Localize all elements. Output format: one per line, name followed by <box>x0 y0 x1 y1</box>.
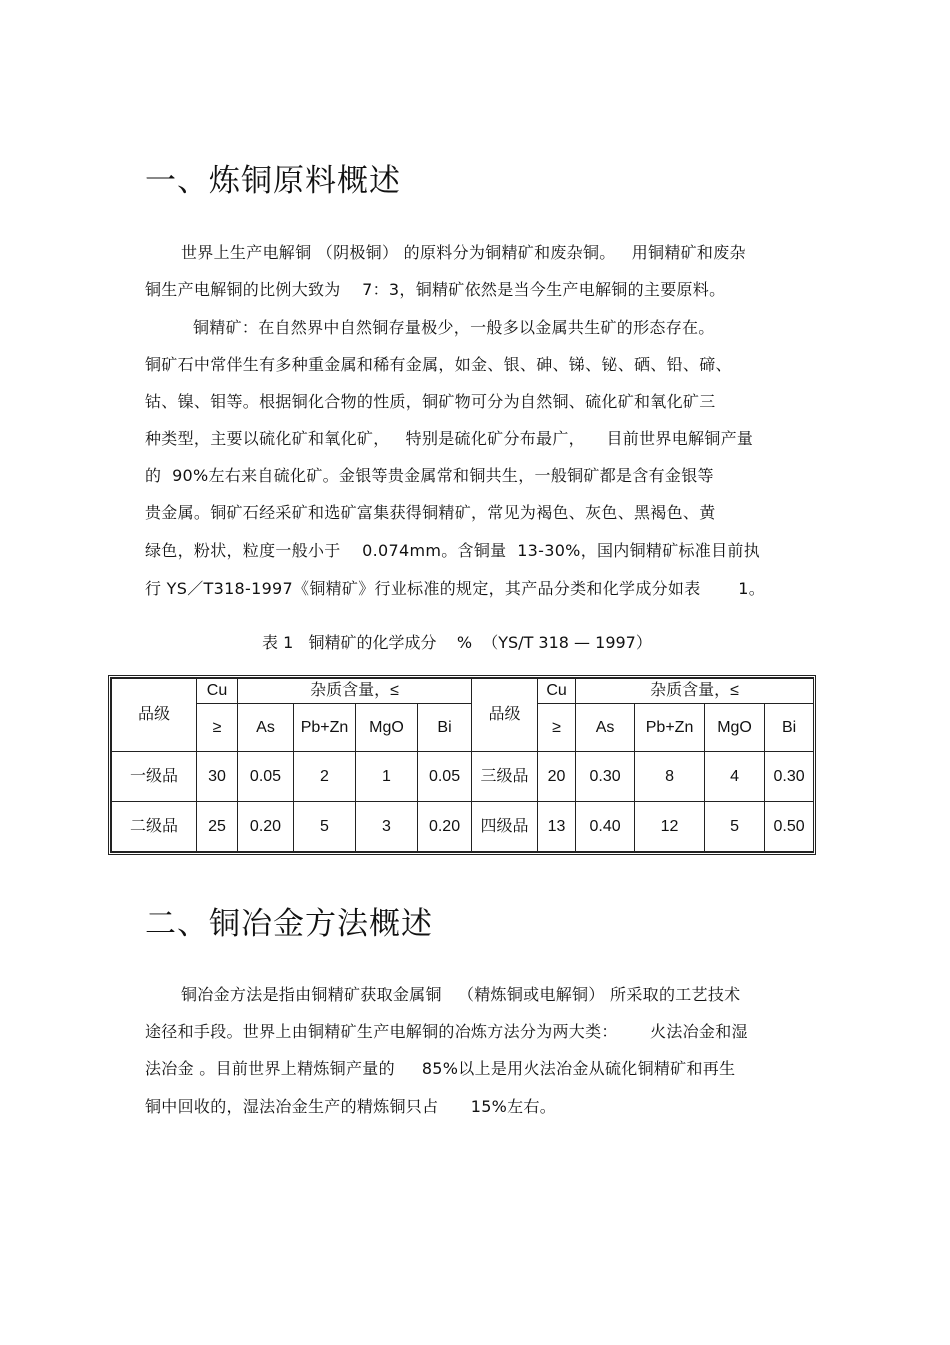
paragraph-line: 的 90%左右来自硫化矿。金银等贵金属常和铜共生，一般铜矿都是含有金银等 <box>145 466 714 485</box>
cu-min-symbol: ≥ <box>538 704 576 752</box>
mgo-cell: 4 <box>705 752 765 802</box>
grade-header: 品级 <box>112 679 197 752</box>
col-header-bi: Bi <box>765 704 814 752</box>
mgo-cell: 5 <box>705 802 765 852</box>
col-header-as: As <box>576 704 635 752</box>
cu-header: Cu <box>538 679 576 704</box>
grade-cell: 二级品 <box>112 802 197 852</box>
paragraph-line: 行 YS／T318-1997《铜精矿》行业标准的规定，其产品分类和化学成分如表 1。 <box>145 579 766 598</box>
col-header-mgo: MgO <box>356 704 418 752</box>
mgo-cell: 3 <box>356 802 418 852</box>
col-header-pbzn: Pb+Zn <box>635 704 705 752</box>
impurity-header: 杂质含量，≤ <box>238 679 472 704</box>
paragraph-line: 铜中回收的，湿法冶金生产的精炼铜只占 15%左右。 <box>145 1097 557 1116</box>
bi-cell: 0.30 <box>765 752 814 802</box>
bi-cell: 0.50 <box>765 802 814 852</box>
cu-cell: 25 <box>197 802 238 852</box>
cu-cell: 30 <box>197 752 238 802</box>
table-caption: 表 1 铜精矿的化学成分 % （YS/T 318 — 1997） <box>262 633 652 652</box>
impurity-header: 杂质含量，≤ <box>576 679 814 704</box>
paragraph-line: 途径和手段。世界上由铜精矿生产电解铜的冶炼方法分为两大类： 火法冶金和湿 <box>145 1022 748 1041</box>
cu-header: Cu <box>197 679 238 704</box>
as-cell: 0.30 <box>576 752 635 802</box>
as-cell: 0.40 <box>576 802 635 852</box>
pbzn-cell: 12 <box>635 802 705 852</box>
paragraph-line: 绿色，粉状，粒度一般小于 0.074mm。含铜量 13-30%，国内铜精矿标准目前执 <box>145 541 760 560</box>
grade-header: 品级 <box>472 679 538 752</box>
col-header-pbzn: Pb+Zn <box>294 704 356 752</box>
paragraph-line: 世界上生产电解铜 （阴极铜） 的原料分为铜精矿和废杂铜。 用铜精矿和废杂 <box>181 243 746 262</box>
composition-table <box>108 675 816 855</box>
as-cell: 0.20 <box>238 802 294 852</box>
paragraph-line: 钴、镍、钼等。根据铜化合物的性质，铜矿物可分为自然铜、硫化矿和氧化矿三 <box>145 392 716 411</box>
paragraph-line: 铜精矿：在自然界中自然铜存量极少，一般多以金属共生矿的形态存在。 <box>193 318 715 337</box>
col-header-bi: Bi <box>418 704 472 752</box>
paragraph-line: 种类型，主要以硫化矿和氧化矿， 特别是硫化矿分布最广， 目前世界电解铜产量 <box>145 429 754 448</box>
pbzn-cell: 5 <box>294 802 356 852</box>
cu-cell: 13 <box>538 802 576 852</box>
col-header-as: As <box>238 704 294 752</box>
paragraph-line: 铜生产电解铜的比例大致为 7：3，铜精矿依然是当今生产电解铜的主要原料。 <box>145 280 726 299</box>
section-1-title: 一、炼铜原料概述 <box>145 163 401 199</box>
as-cell: 0.05 <box>238 752 294 802</box>
cu-min-symbol: ≥ <box>197 704 238 752</box>
paragraph-line: 铜冶金方法是指由铜精矿获取金属铜 （精炼铜或电解铜） 所采取的工艺技术 <box>181 985 741 1004</box>
table-row <box>112 752 814 802</box>
bi-cell: 0.05 <box>418 752 472 802</box>
grade-cell: 四级品 <box>472 802 538 852</box>
col-header-mgo: MgO <box>705 704 765 752</box>
table-row <box>112 802 814 852</box>
mgo-cell: 1 <box>356 752 418 802</box>
pbzn-cell: 2 <box>294 752 356 802</box>
paragraph-line: 法冶金 。目前世界上精炼铜产量的 85%以上是用火法冶金从硫化铜精矿和再生 <box>145 1059 736 1078</box>
grade-cell: 三级品 <box>472 752 538 802</box>
cu-cell: 20 <box>538 752 576 802</box>
grade-cell: 一级品 <box>112 752 197 802</box>
bi-cell: 0.20 <box>418 802 472 852</box>
section-2-title: 二、铜冶金方法概述 <box>145 906 433 942</box>
paragraph-line: 铜矿石中常伴生有多种重金属和稀有金属，如金、银、砷、锑、铋、硒、铅、碲、 <box>145 355 732 374</box>
paragraph-line: 贵金属。铜矿石经采矿和选矿富集获得铜精矿，常见为褐色、灰色、黑褐色、黄 <box>145 503 716 522</box>
pbzn-cell: 8 <box>635 752 705 802</box>
